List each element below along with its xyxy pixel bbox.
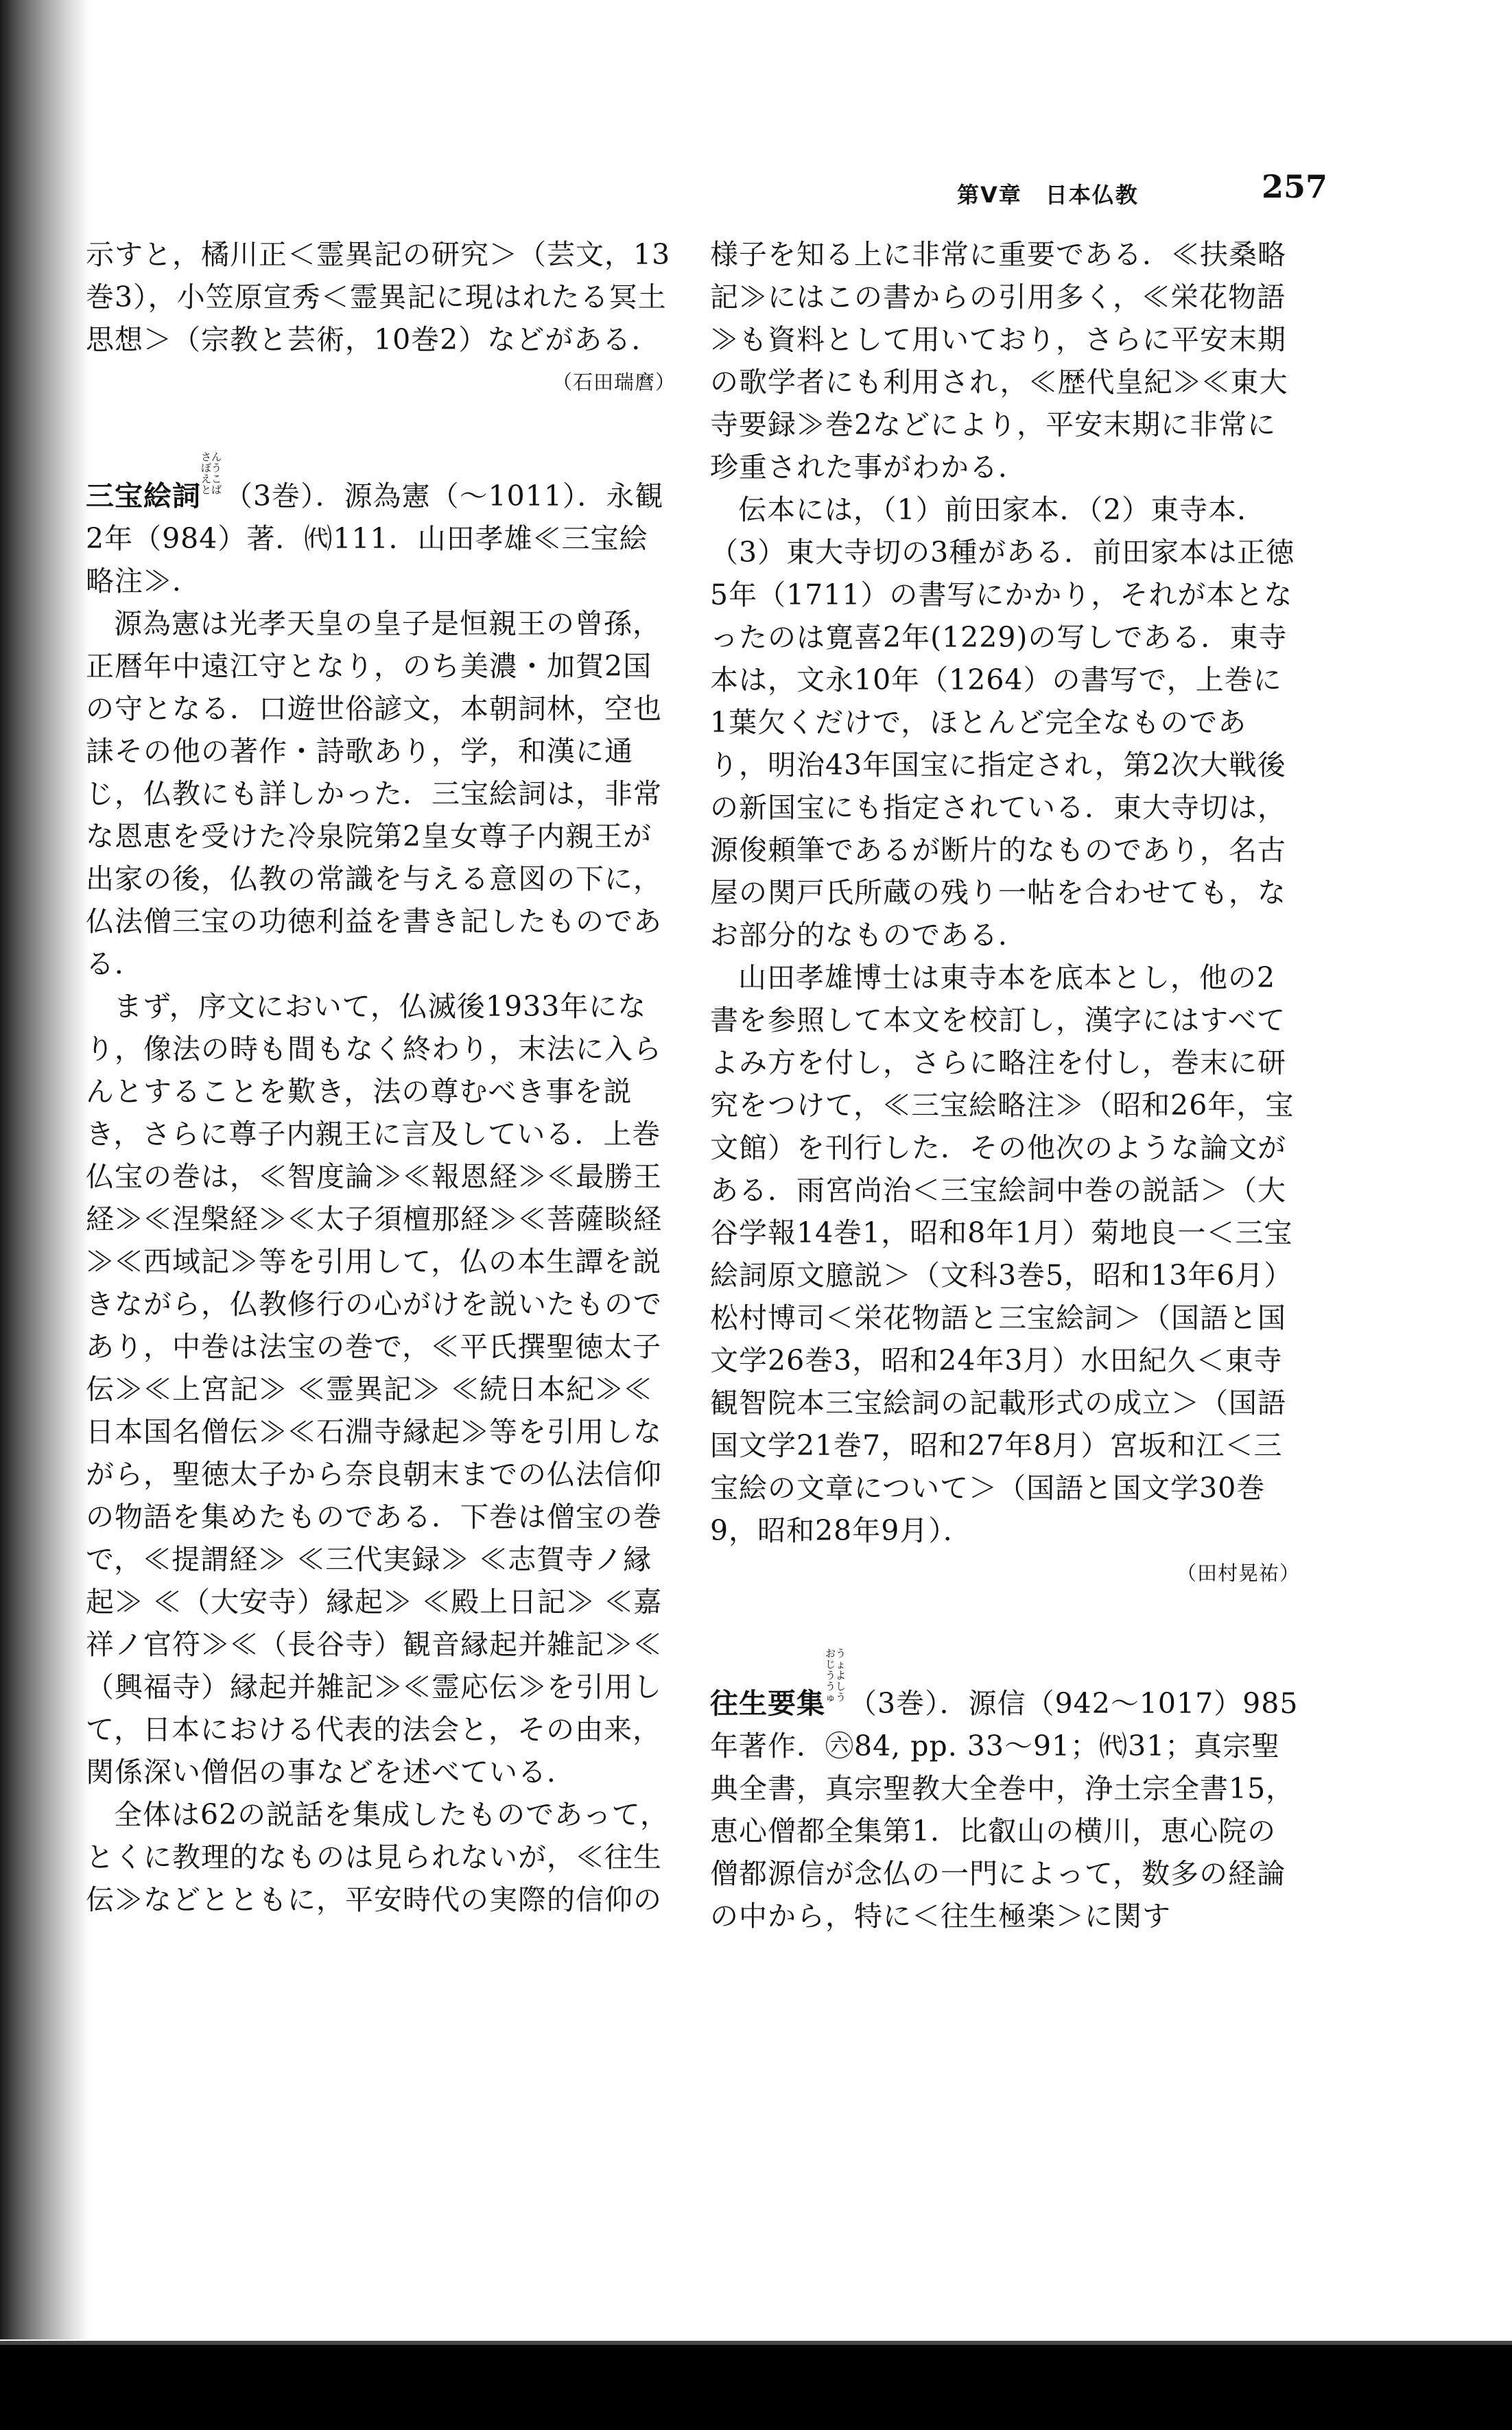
entry-bibliography: （3巻）．源信（942～1017）985年著作．㊅84, pp. 33～91；㈹31；真宗聖典全書，真宗聖教大全巻中，浄土宗全書15，恵心僧都全集第1．比叡山の横川，恵心院の僧都源信が念仏の一門によって，数多の経論の中から，特に＜往生極楽＞に関す <box>710 1687 1299 1933</box>
intro-paragraph: 示すと，橘川正＜霊異記の研究＞（芸文，13巻3），小笠原宣秀＜霊異記に現はれたる冥土思想＞（宗教と芸術，10巻2）などがある. <box>86 238 671 356</box>
intro-author-signature: （石田瑞麿） <box>552 370 676 394</box>
continued-paragraph: 様子を知る上に非常に重要である．≪扶桑略記≫にはこの書からの引用多く，≪栄花物語≫も資料として用いており，さらに平安末期の歌学者にも利用され，≪歴代皇紀≫≪東大寺要録≫巻2などにより，平安末期に非常に珍重された事がわかる． <box>710 238 1288 484</box>
entry-title: 往生要集 <box>710 1687 825 1720</box>
page-header <box>957 168 1327 209</box>
chapter-title: 第V章 日本仏教 <box>957 182 1139 208</box>
studies-paragraph: 山田孝雄博士は東寺本を底本とし，他の2書を参照して本文を校訂し，漢字にはすべてよみ方を付し，さらに略注を付し，巻末に研究をつけて，≪三宝絵略注≫（昭和26年，宝文館）を刊行した．その他次のような論文がある．雨宮尚治＜三宝絵詞中巻の説話＞（大谷学報14巻1，昭和8年1月）菊地良一＜三宝絵詞原文臆説＞（文科3巻5，昭和13年6月）松村博司＜栄花物語と三宝絵詞＞（国語と国文学26巻3，昭和24年3月）水田紀久＜東寺観智院本三宝絵詞の記載形式の成立＞（国語国文学21巻7，昭和27年8月）宮坂和江＜三宝絵の文章について＞（国語と国文学30巻9，昭和28年9月）． <box>710 961 1295 1547</box>
manuscripts-paragraph: 伝本には，（1）前田家本．（2）東寺本．（3）東大寺切の3種がある．前田家本は正徳5年（1711）の書写にかかり，それが本となったのは寛喜2年(1229)の写しである．東寺本は，文永10年（1264）の書写で，上巻に1葉欠くだけで，ほとんど完全なものであり，明治43年国宝に指定され，第2次大戦後の新国宝にも指定されている．東大寺切は，源俊頼筆であるが断片的なものであり，名古屋の関戸氏所蔵の残り一帖を合わせても，なお部分的なものである． <box>710 493 1295 952</box>
entry-paragraph: まず，序文において，仏滅後1933年になり，像法の時も間もなく終わり，末法に入らんとすることを歎き，法の尊むべき事を説き，さらに尊子内親王に言及している．上巻仏宝の巻は，≪智度論≫≪報恩経≫≪最勝王経≫≪涅槃経≫≪太子須檀那経≫≪菩薩睒経≫≪西域記≫等を引用して，仏の本生譚を説きながら，仏教修行の心がけを説いたものであり，中巻は法宝の巻で，≪平氏撰聖徳太子伝≫≪上宮記≫ ≪霊異記≫ ≪続日本紀≫≪日本国名僧伝≫≪石淵寺縁起≫等を引用しながら，聖徳太子から奈良朝末までの仏法信仰の物語を集めたものである．下巻は僧宝の巻で，≪提謂経≫ ≪三代実録≫ ≪志賀寺ノ縁起≫ ≪（大安寺）縁起≫ ≪殿上日記≫ ≪嘉祥ノ官符≫≪（長谷寺）観音縁起并雑記≫≪（興福寺）縁起并雑記≫≪霊応伝≫を引用して，日本における代表的法会と，その由来，関係深い僧侶の事などを述べている． <box>86 990 663 1789</box>
entry-ojoyoshu-header <box>710 1648 1300 1937</box>
scan-shadow-edge <box>0 0 89 2339</box>
entry-bibliography: （3巻）．源為憲（～1011）．永観2年（984）著．㈹111．山田孝雄≪三宝絵略注≫． <box>86 480 664 598</box>
entry-gap <box>710 1594 1300 1648</box>
entry-gap <box>86 403 676 451</box>
studies-author-signature: （田村晃祐） <box>1176 1561 1300 1585</box>
entry-ruby: さんぼうえことば <box>201 451 222 496</box>
right-column <box>710 233 1300 1937</box>
page-number: 257 <box>1261 168 1327 205</box>
left-column <box>86 233 676 1921</box>
entry-paragraph: 全体は62の説話を集成したものであって，とくに教理的なものは見られないが，≪往生伝≫などとともに，平安時代の実際的信仰の <box>86 1798 669 1916</box>
entry-title: 三宝絵詞 <box>86 480 201 512</box>
entry-sanbo-ekotoba-header <box>86 451 676 602</box>
scan-bottom-band <box>0 2345 1512 2430</box>
entry-paragraph: 源為憲は光孝天皇の皇子是恒親王の曾孫，正暦年中遠江守となり，のち美濃・加賀2国の守となる．口遊世俗諺文，本朝詞林，空也誄その他の著作・詩歌あり，学，和漢に通じ，仏教にも詳しかった．三宝絵詞は，非常な恩恵を受けた冷泉院第2皇女尊子内親王が出家の後，仏教の常識を与える意図の下に，仏法僧三宝の功徳利益を書き記したものである． <box>86 607 662 980</box>
entry-ruby: おうじょうようしゅう <box>825 1647 847 1703</box>
